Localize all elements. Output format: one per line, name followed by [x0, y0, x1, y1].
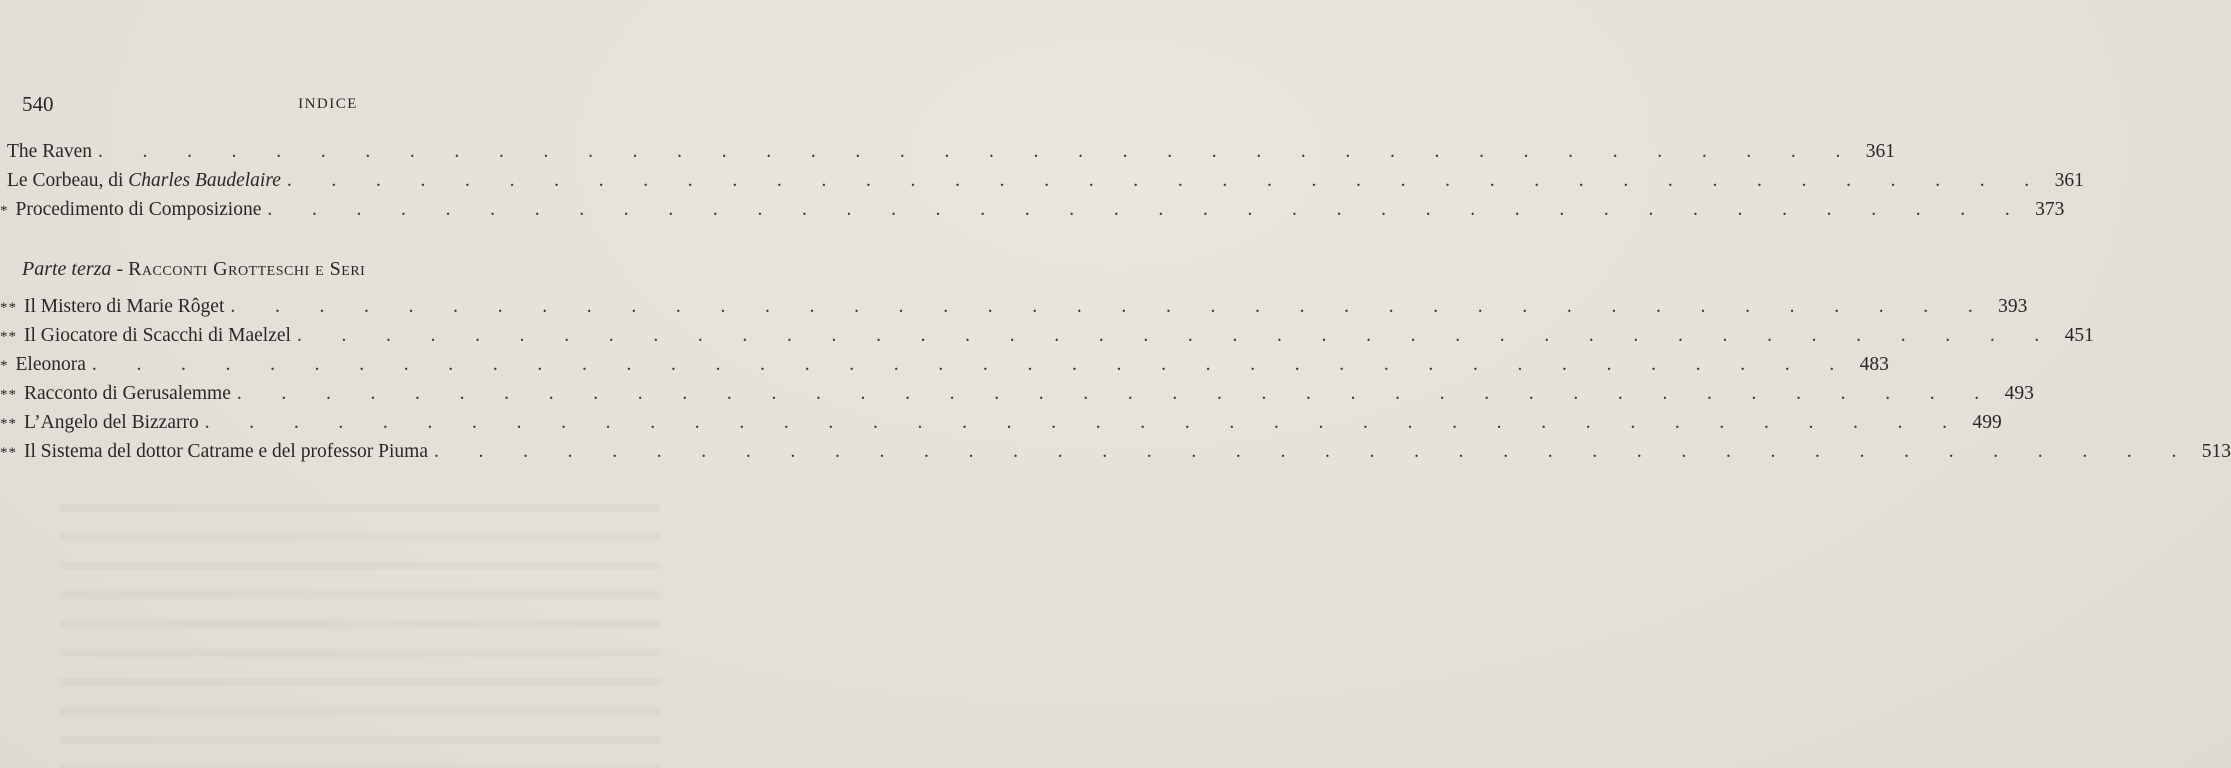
entry-page: 361	[2054, 170, 2084, 191]
toc-entry	[0, 325, 2094, 353]
dot-leader: . . . . . . . . . . . . . . . . . . . . . . . . . . . . . . . . . . . . . . . .	[91, 354, 1852, 375]
dot-leader: . . . . . . . . . . . . . . . . . . . . . . . . . . . . . . . . . . . . . . . .	[204, 412, 1965, 433]
dot-leader: . . . . . . . . . . . . . . . . . . . . . . . . . . . . . . . . . . . . . . . .	[434, 441, 2194, 462]
section-separator: -	[111, 258, 129, 280]
toc-entry	[0, 170, 2084, 198]
dot-leader: . . . . . . . . . . . . . . . . . . . . . . . . . . . . . . . . . . . . . . . .	[267, 199, 2028, 220]
toc-entry	[0, 412, 2002, 440]
entry-marker: **	[0, 300, 17, 316]
entry-marker: *	[0, 358, 9, 374]
entry-title: L’Angelo del Bizzarro	[24, 412, 199, 433]
toc-entry	[0, 441, 2231, 469]
entry-page: 451	[2064, 325, 2094, 346]
entry-marker: **	[0, 329, 17, 345]
entry-marker: **	[0, 445, 17, 461]
dot-leader: . . . . . . . . . . . . . . . . . . . . . . . . . . . . . . . . . . . . . . . .	[296, 325, 2057, 346]
entry-page: 483	[1859, 354, 1889, 375]
toc-entry	[0, 383, 2034, 411]
entry-title: Procedimento di Composizione	[15, 199, 262, 220]
dot-leader: . . . . . . . . . . . . . . . . . . . . . . . . . . . . . . . . . . . . . . . .	[98, 141, 1858, 162]
entry-author: Charles Baudelaire	[128, 170, 281, 191]
entry-marker: *	[0, 203, 9, 219]
section-label: Parte terza	[22, 258, 112, 280]
entry-title: Racconto di Gerusalemme	[24, 383, 231, 404]
entry-title	[7, 170, 281, 192]
page-header	[0, 90, 680, 120]
entry-marker: **	[0, 416, 17, 432]
dot-leader: . . . . . . . . . . . . . . . . . . . . . . . . . . . . . . . . . . . . . . . .	[286, 170, 2047, 191]
toc-entry	[0, 354, 1889, 382]
page-number: 540	[22, 92, 54, 116]
entry-page: 373	[2035, 199, 2065, 220]
dot-leader: . . . . . . . . . . . . . . . . . . . . . . . . . . . . . . . . . . . . . . . .	[230, 296, 1991, 317]
entry-marker: **	[0, 387, 17, 403]
running-title: INDICE	[298, 96, 358, 112]
toc-entry	[0, 296, 2028, 324]
entry-page: 499	[1972, 412, 2002, 433]
dot-leader: . . . . . . . . . . . . . . . . . . . . . . . . . . . . . . . . . . . . . . . .	[236, 383, 1997, 404]
entry-page: 361	[1865, 141, 1895, 162]
entry-title: Eleonora	[15, 354, 86, 375]
entry-title: Il Giocatore di Scacchi di Maelzel	[24, 325, 291, 346]
toc-entry	[0, 141, 1895, 169]
entry-title-text: Le Corbeau, di	[7, 170, 129, 191]
entry-title: Il Sistema del dottor Catrame e del professor Piuma	[24, 441, 428, 462]
entry-title: Il Mistero di Marie Rôget	[24, 296, 225, 317]
entry-page: 393	[1998, 296, 2028, 317]
entry-title: The Raven	[7, 141, 93, 162]
section-heading	[22, 258, 365, 281]
show-through	[60, 490, 660, 768]
section-title: Racconti Grotteschi e Seri	[128, 258, 366, 280]
entry-page: 493	[2004, 383, 2034, 404]
entry-page: 513	[2201, 441, 2231, 462]
toc-entry	[0, 199, 2065, 227]
